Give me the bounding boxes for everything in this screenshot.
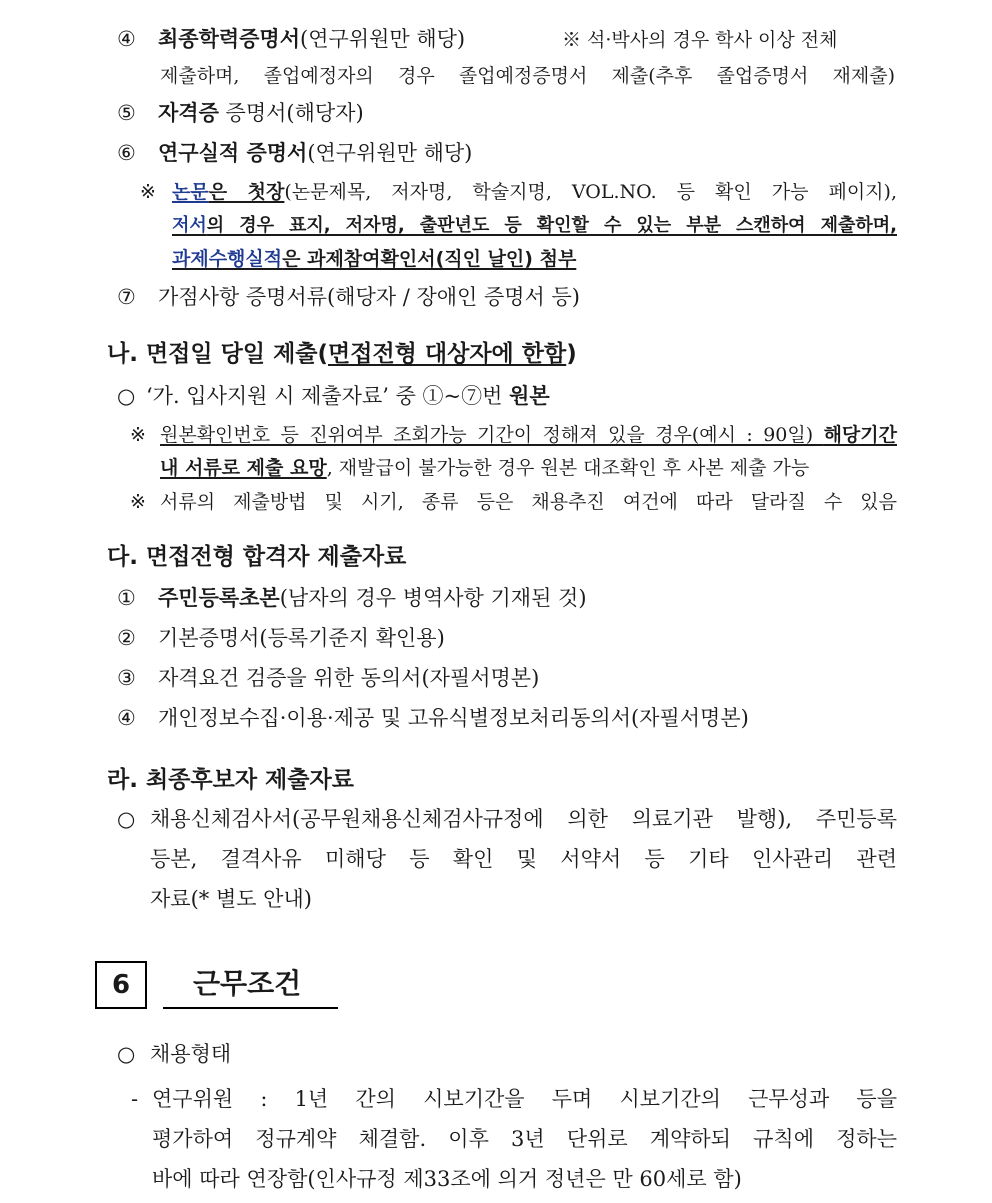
- note-mark: ※: [140, 181, 156, 203]
- item4-title: [158, 26, 465, 52]
- section-b-note1-line1: [160, 423, 897, 447]
- note-books-label: 저서: [172, 215, 207, 236]
- section-b-note1-l2-bold: 내 서류로 제출 요망: [160, 457, 327, 479]
- item4-bold: 최종학력증명서: [158, 27, 301, 51]
- section-b-bullet: ○: [117, 384, 136, 408]
- section-d-line3: 자료(* 별도 안내): [150, 887, 312, 911]
- section-b-note1-l2-rest: , 재발급이 불가능한 경우 원본 대조확인 후 사본 제출 가능: [326, 457, 810, 479]
- note-line-1: [172, 180, 897, 204]
- section-b-line1: [146, 383, 550, 409]
- section-6-number-box: 6: [95, 961, 147, 1009]
- section-6-line2: 평가하여 정규계약 체결함. 이후 3년 단위로 계약하되 규칙에 정하는: [152, 1127, 897, 1151]
- note-line-3: [172, 247, 576, 271]
- item4-rest: (연구위원만 해당): [300, 27, 466, 51]
- section-d-line1: 채용신체검사서(공무원채용신체검사규정에 의한 의료기관 발행), 주민등록: [150, 807, 897, 831]
- section-d-heading: 라. 최종후보자 제출자료: [107, 767, 354, 793]
- section-6-line1: 연구위원 : 1년 간의 시보기간을 두며 시보기간의 근무성과 등을: [152, 1087, 897, 1111]
- note-line2-rest: 의 경우 표지, 저자명, 출판년도 등 확인할 수 있는 부분 스캔하여 제출하며,: [206, 215, 897, 236]
- item5-number: ⑤: [117, 101, 136, 125]
- item5-rest: 증명서(해당자): [218, 101, 364, 125]
- section-c-item1-number: ①: [117, 586, 136, 610]
- section-c-item1-bold: 주민등록초본: [158, 586, 280, 610]
- item7-number: ⑦: [117, 285, 136, 309]
- section-b-note2-mark: ※: [130, 491, 146, 513]
- section-c-item1-rest: (남자의 경우 병역사항 기재된 것): [279, 586, 587, 610]
- section-c-item1: [158, 585, 587, 611]
- section-6-bullet: ○: [117, 1042, 136, 1066]
- section-b-line1-text: ‘가. 입사지원 시 제출자료’ 중 ①~⑦번: [146, 384, 510, 408]
- note-first-page: 은 첫장: [208, 181, 285, 203]
- note-projects-label: 과제수행실적: [172, 248, 283, 270]
- section-b-heading-underlined: 면접전형 대상자에 한함: [328, 341, 567, 367]
- section-b-note1-mark: ※: [130, 424, 146, 446]
- note-line-2: [172, 214, 897, 238]
- item6-bold: 연구실적 증명서: [158, 141, 308, 165]
- section-6-title: 근무조건: [163, 963, 338, 1009]
- item4-note: ※ 석·박사의 경우 학사 이상 전체: [562, 29, 838, 51]
- section-c-item3: 자격요건 검증을 위한 동의서(자필서명본): [158, 666, 540, 690]
- section-c-item2: 기본증명서(등록기준지 확인용): [158, 626, 445, 650]
- note-line3-rest: 은 과제참여확인서(직인 날인) 첨부: [282, 248, 577, 270]
- section-6-line3: 바에 따라 연장함(인사규정 제33조에 의거 정년은 만 60세로 함): [152, 1167, 742, 1191]
- section-c-item4: 개인정보수집·이용·제공 및 고유식별정보처리동의서(자필서명본): [158, 706, 749, 730]
- section-b-note1-text: 원본확인번호 등 진위여부 조회가능 기간이 정해져 있을 경우(예시 : 90일): [160, 424, 824, 446]
- section-b-note1-line2: [160, 456, 809, 480]
- note-line1-rest: (논문제목, 저자명, 학술지명, VOL.NO. 등 확인 가능 페이지),: [284, 181, 897, 203]
- section-b-heading: [107, 340, 577, 368]
- section-b-heading-close: ): [566, 341, 577, 367]
- item5-bold: 자격증: [158, 101, 219, 125]
- section-c-item3-number: ③: [117, 666, 136, 690]
- item6-rest: (연구위원만 해당): [307, 141, 473, 165]
- note-papers-label: 논문: [172, 181, 209, 203]
- section-c-item2-number: ②: [117, 626, 136, 650]
- item4-continuation: 제출하며, 졸업예정자의 경우 졸업예정증명서 제출(추후 졸업증명서 재제출): [160, 65, 895, 87]
- item5-title: [158, 100, 364, 126]
- section-d-bullet: ○: [117, 807, 136, 831]
- item6-number: ⑥: [117, 141, 136, 165]
- section-6-dash: -: [131, 1087, 139, 1111]
- section-d-line2: 등본, 결격사유 미해당 등 확인 및 서약서 등 기타 인사관리 관련: [150, 847, 897, 871]
- section-b-note1-bold: 해당기간: [823, 424, 897, 446]
- item4-number: ④: [117, 27, 136, 51]
- section-c-heading: 다. 면접전형 합격자 제출자료: [107, 544, 407, 570]
- item6-title: [158, 140, 472, 166]
- section-6-subheading: 채용형태: [150, 1042, 232, 1066]
- item7-text: 가점사항 증명서류(해당자 / 장애인 증명서 등): [158, 285, 580, 309]
- section-b-original: 원본: [509, 384, 550, 408]
- section-b-note2: 서류의 제출방법 및 시기, 종류 등은 채용추진 여건에 따라 달라질 수 있음: [160, 491, 897, 513]
- section-c-item4-number: ④: [117, 706, 136, 730]
- section-b-heading-plain: 나. 면접일 당일 제출(: [107, 341, 329, 367]
